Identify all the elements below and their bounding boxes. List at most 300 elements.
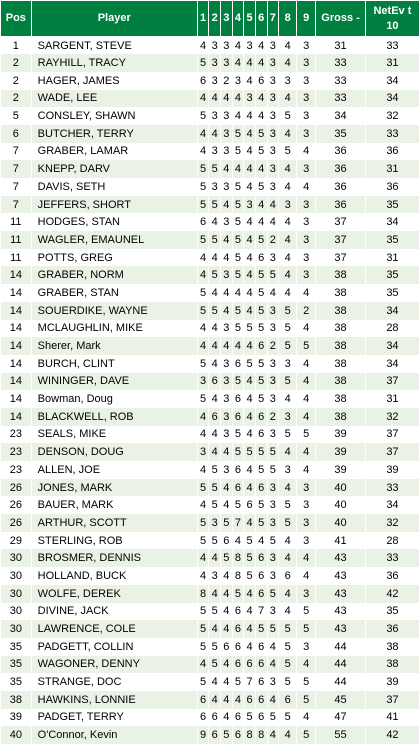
hole-2-score-cell: 6	[209, 373, 221, 391]
hole-4-score-cell: 6	[232, 656, 244, 674]
net-score-cell: 33	[365, 37, 419, 55]
hole-8-score-cell: 4	[279, 549, 297, 567]
table-row	[1, 213, 420, 231]
position-cell: 11	[1, 231, 32, 249]
hole-9-score-cell: 3	[297, 479, 316, 497]
position-cell: 7	[1, 160, 32, 178]
hole-7-score-cell: 3	[267, 107, 279, 125]
hole-2-score-cell: 5	[209, 196, 221, 214]
position-cell: 29	[1, 532, 32, 550]
net-score-cell: 32	[365, 514, 419, 532]
table-row	[1, 656, 420, 674]
net-score-cell: 34	[365, 72, 419, 90]
hole-5-score-cell: 4	[244, 585, 256, 603]
position-cell: 35	[1, 638, 32, 656]
hole-7-score-cell: 3	[267, 567, 279, 585]
net-score-cell: 38	[365, 656, 419, 674]
hole-7-header: 7	[267, 1, 279, 37]
hole-4-score-cell: 5	[232, 426, 244, 444]
table-row	[1, 178, 420, 196]
hole-8-score-cell: 3	[279, 408, 297, 426]
player-name-cell: PADGET, TERRY	[31, 709, 197, 727]
hole-8-score-cell: 5	[279, 107, 297, 125]
hole-4-score-cell: 4	[232, 54, 244, 72]
hole-8-score-cell: 4	[279, 266, 297, 284]
hole-8-score-cell: 3	[279, 461, 297, 479]
hole-8-score-cell: 4	[279, 443, 297, 461]
hole-5-score-cell: 4	[244, 143, 256, 161]
net-score-cell: 33	[365, 125, 419, 143]
hole-9-score-cell: 4	[297, 390, 316, 408]
gross-score-cell: 40	[316, 479, 366, 497]
hole-2-score-cell: 6	[209, 726, 221, 744]
hole-8-score-cell: 5	[279, 426, 297, 444]
hole-7-score-cell: 3	[267, 143, 279, 161]
hole-9-score-cell: 3	[297, 496, 316, 514]
hole-9-score-cell: 5	[297, 691, 316, 709]
hole-4-score-cell: 5	[232, 673, 244, 691]
hole-3-score-cell: 3	[221, 355, 233, 373]
net-score-cell: 33	[365, 479, 419, 497]
hole-3-score-cell: 6	[221, 532, 233, 550]
hole-5-score-cell: 4	[244, 72, 256, 90]
hole-8-score-cell: 3	[279, 196, 297, 214]
hole-9-score-cell: 3	[297, 532, 316, 550]
hole-6-score-cell: 5	[255, 231, 267, 249]
table-row	[1, 567, 420, 585]
hole-9-score-cell: 4	[297, 656, 316, 674]
hole-1-score-cell: 4	[197, 408, 209, 426]
gross-score-cell: 47	[316, 709, 366, 727]
hole-4-score-cell: 4	[232, 160, 244, 178]
hole-5-score-cell: 4	[244, 408, 256, 426]
gross-score-cell: 43	[316, 549, 366, 567]
hole-8-score-cell: 4	[279, 585, 297, 603]
hole-4-score-cell: 5	[232, 496, 244, 514]
hole-4-score-cell: 6	[232, 461, 244, 479]
gross-score-cell: 36	[316, 196, 366, 214]
table-row	[1, 54, 420, 72]
hole-6-score-cell: 5	[255, 390, 267, 408]
hole-3-score-cell: 4	[221, 603, 233, 621]
hole-6-score-cell: 4	[255, 532, 267, 550]
player-name-cell: GRABER, LAMAR	[31, 143, 197, 161]
net-score-cell: 31	[365, 390, 419, 408]
hole-5-score-cell: 5	[244, 532, 256, 550]
hole-9-score-cell: 4	[297, 567, 316, 585]
hole-9-score-cell: 5	[297, 603, 316, 621]
position-cell: 26	[1, 496, 32, 514]
hole-1-score-cell: 6	[197, 691, 209, 709]
hole-1-score-cell: 6	[197, 213, 209, 231]
hole-6-score-cell: 6	[255, 479, 267, 497]
position-cell: 2	[1, 54, 32, 72]
hole-7-score-cell: 5	[267, 585, 279, 603]
hole-2-score-cell: 5	[209, 479, 221, 497]
hole-6-score-cell: 6	[255, 709, 267, 727]
player-name-cell: LAWRENCE, COLE	[31, 620, 197, 638]
net-score-cell: 37	[365, 426, 419, 444]
gross-score-cell: 37	[316, 249, 366, 267]
gross-score-cell: 38	[316, 355, 366, 373]
hole-5-score-cell: 4	[244, 160, 256, 178]
hole-3-score-cell: 4	[221, 443, 233, 461]
hole-7-score-cell: 5	[267, 532, 279, 550]
gross-score-cell: 36	[316, 178, 366, 196]
gross-score-cell: 43	[316, 603, 366, 621]
hole-7-score-cell: 3	[267, 549, 279, 567]
hole-4-score-cell: 6	[232, 355, 244, 373]
hole-4-score-cell: 8	[232, 549, 244, 567]
hole-5-score-cell: 4	[244, 514, 256, 532]
player-name-cell: WININGER, DAVE	[31, 373, 197, 391]
player-name-cell: HOLLAND, BUCK	[31, 567, 197, 585]
hole-1-score-cell: 4	[197, 90, 209, 108]
hole-2-score-cell: 6	[209, 709, 221, 727]
hole-7-score-cell: 3	[267, 90, 279, 108]
hole-1-score-cell: 4	[197, 125, 209, 143]
hole-4-score-cell: 6	[232, 638, 244, 656]
hole-4-score-cell: 5	[232, 266, 244, 284]
table-row	[1, 196, 420, 214]
hole-8-score-cell: 4	[279, 284, 297, 302]
hole-4-score-cell: 4	[232, 37, 244, 55]
hole-9-score-cell: 3	[297, 266, 316, 284]
player-name-cell: HAWKINS, LONNIE	[31, 691, 197, 709]
hole-7-score-cell: 3	[267, 320, 279, 338]
hole-6-score-cell: 6	[255, 549, 267, 567]
hole-5-score-cell: 4	[244, 249, 256, 267]
position-cell: 11	[1, 213, 32, 231]
hole-9-score-cell: 3	[297, 231, 316, 249]
hole-5-score-cell: 4	[244, 302, 256, 320]
hole-7-score-cell: 3	[267, 426, 279, 444]
hole-2-score-cell: 3	[209, 37, 221, 55]
net-header: NetEv t 10	[365, 1, 419, 37]
hole-1-score-cell: 4	[197, 337, 209, 355]
player-name-cell: HODGES, STAN	[31, 213, 197, 231]
hole-2-score-cell: 3	[209, 143, 221, 161]
hole-1-score-cell: 4	[197, 37, 209, 55]
hole-6-score-cell: 5	[255, 496, 267, 514]
table-row	[1, 37, 420, 55]
hole-7-score-cell: 3	[267, 54, 279, 72]
hole-6-score-cell: 5	[255, 443, 267, 461]
table-row	[1, 143, 420, 161]
hole-7-score-cell: 3	[267, 479, 279, 497]
hole-3-score-cell: 3	[221, 125, 233, 143]
hole-3-score-cell: 4	[221, 673, 233, 691]
hole-2-score-cell: 4	[209, 125, 221, 143]
hole-5-header: 5	[244, 1, 256, 37]
hole-4-score-cell: 6	[232, 603, 244, 621]
hole-3-score-cell: 3	[221, 107, 233, 125]
hole-4-score-cell: 5	[232, 213, 244, 231]
hole-1-score-cell: 5	[197, 638, 209, 656]
hole-2-score-cell: 5	[209, 532, 221, 550]
hole-8-score-cell: 4	[279, 54, 297, 72]
net-score-cell: 31	[365, 249, 419, 267]
position-cell: 2	[1, 90, 32, 108]
hole-8-score-cell: 4	[279, 213, 297, 231]
table-row	[1, 90, 420, 108]
hole-3-score-cell: 2	[221, 72, 233, 90]
hole-2-score-cell: 5	[209, 160, 221, 178]
hole-9-score-cell: 4	[297, 373, 316, 391]
table-row	[1, 125, 420, 143]
hole-7-score-cell: 3	[267, 160, 279, 178]
hole-6-score-cell: 4	[255, 160, 267, 178]
hole-3-score-cell: 3	[221, 143, 233, 161]
table-row	[1, 691, 420, 709]
hole-8-score-cell: 4	[279, 726, 297, 744]
hole-5-score-cell: 6	[244, 656, 256, 674]
table-row	[1, 638, 420, 656]
hole-3-score-cell: 3	[221, 373, 233, 391]
hole-8-score-cell: 4	[279, 532, 297, 550]
hole-6-score-cell: 4	[255, 213, 267, 231]
position-cell: 14	[1, 408, 32, 426]
hole-4-score-cell: 5	[232, 320, 244, 338]
hole-5-score-cell: 6	[244, 496, 256, 514]
player-name-cell: ARTHUR, SCOTT	[31, 514, 197, 532]
hole-5-score-cell: 5	[244, 320, 256, 338]
hole-6-score-cell: 8	[255, 726, 267, 744]
hole-3-score-cell: 3	[221, 320, 233, 338]
table-row	[1, 549, 420, 567]
hole-5-score-cell: 3	[244, 196, 256, 214]
hole-8-score-cell: 4	[279, 249, 297, 267]
hole-2-score-cell: 5	[209, 231, 221, 249]
hole-4-score-cell: 4	[232, 284, 244, 302]
net-score-cell: 37	[365, 443, 419, 461]
hole-5-score-cell: 4	[244, 266, 256, 284]
hole-7-score-cell: 3	[267, 496, 279, 514]
hole-2-score-cell: 4	[209, 390, 221, 408]
hole-4-score-cell: 5	[232, 585, 244, 603]
net-score-cell: 35	[365, 266, 419, 284]
gross-score-cell: 38	[316, 373, 366, 391]
hole-2-score-cell: 3	[209, 107, 221, 125]
hole-1-score-cell: 4	[197, 320, 209, 338]
hole-7-score-cell: 4	[267, 196, 279, 214]
player-name-cell: STRANGE, DOC	[31, 673, 197, 691]
table-row	[1, 673, 420, 691]
hole-9-score-cell: 3	[297, 72, 316, 90]
hole-7-score-cell: 3	[267, 72, 279, 90]
position-cell: 14	[1, 266, 32, 284]
gross-score-cell: 35	[316, 125, 366, 143]
hole-4-score-cell: 6	[232, 709, 244, 727]
net-score-cell: 28	[365, 320, 419, 338]
position-cell: 40	[1, 726, 32, 744]
hole-1-score-cell: 5	[197, 54, 209, 72]
hole-3-score-cell: 4	[221, 196, 233, 214]
hole-9-score-cell: 3	[297, 196, 316, 214]
hole-7-score-cell: 2	[267, 337, 279, 355]
hole-3-score-cell: 3	[221, 461, 233, 479]
hole-7-score-cell: 5	[267, 443, 279, 461]
hole-6-score-cell: 6	[255, 656, 267, 674]
hole-6-score-cell: 4	[255, 37, 267, 55]
hole-3-score-cell: 4	[221, 709, 233, 727]
hole-1-score-cell: 5	[197, 231, 209, 249]
hole-3-score-cell: 3	[221, 390, 233, 408]
hole-8-score-cell: 5	[279, 620, 297, 638]
hole-8-score-cell: 4	[279, 178, 297, 196]
hole-2-score-cell: 3	[209, 178, 221, 196]
hole-2-score-cell: 4	[209, 620, 221, 638]
hole-7-score-cell: 3	[267, 125, 279, 143]
hole-4-score-cell: 4	[232, 532, 244, 550]
position-cell: 5	[1, 107, 32, 125]
hole-2-score-cell: 4	[209, 249, 221, 267]
net-score-cell: 41	[365, 709, 419, 727]
player-name-cell: BURCH, CLINT	[31, 355, 197, 373]
hole-8-score-cell: 4	[279, 231, 297, 249]
hole-2-score-cell: 5	[209, 302, 221, 320]
hole-4-score-cell: 5	[232, 302, 244, 320]
hole-7-score-cell: 4	[267, 691, 279, 709]
gross-score-cell: 40	[316, 496, 366, 514]
hole-1-score-cell: 4	[197, 461, 209, 479]
hole-8-score-cell: 6	[279, 691, 297, 709]
hole-1-score-cell: 4	[197, 567, 209, 585]
hole-1-score-cell: 5	[197, 620, 209, 638]
hole-9-score-cell: 4	[297, 178, 316, 196]
hole-3-score-cell: 4	[221, 160, 233, 178]
hole-9-score-cell: 5	[297, 620, 316, 638]
hole-2-score-cell: 4	[209, 426, 221, 444]
hole-7-score-cell: 5	[267, 709, 279, 727]
hole-3-score-cell: 3	[221, 54, 233, 72]
hole-8-score-cell: 5	[279, 673, 297, 691]
hole-6-score-cell: 4	[255, 90, 267, 108]
hole-2-score-cell: 4	[209, 90, 221, 108]
net-score-cell: 37	[365, 691, 419, 709]
hole-5-score-cell: 8	[244, 726, 256, 744]
gross-score-cell: 38	[316, 266, 366, 284]
hole-7-score-cell: 4	[267, 213, 279, 231]
hole-2-score-cell: 4	[209, 673, 221, 691]
hole-4-score-cell: 5	[232, 125, 244, 143]
hole-3-score-cell: 5	[221, 549, 233, 567]
hole-5-score-cell: 4	[244, 178, 256, 196]
hole-4-score-cell: 5	[232, 373, 244, 391]
gross-score-cell: 39	[316, 443, 366, 461]
net-score-cell: 36	[365, 178, 419, 196]
hole-8-score-cell: 4	[279, 90, 297, 108]
player-name-cell: JONES, MARK	[31, 479, 197, 497]
player-name-cell: BLACKWELL, ROB	[31, 408, 197, 426]
hole-7-score-cell: 4	[267, 656, 279, 674]
gross-score-cell: 36	[316, 160, 366, 178]
gross-score-cell: 36	[316, 143, 366, 161]
position-cell: 35	[1, 656, 32, 674]
table-row	[1, 408, 420, 426]
hole-9-score-cell: 3	[297, 638, 316, 656]
position-cell: 14	[1, 337, 32, 355]
player-name-cell: WADE, LEE	[31, 90, 197, 108]
net-score-cell: 39	[365, 461, 419, 479]
position-cell: 30	[1, 620, 32, 638]
hole-7-score-cell: 5	[267, 266, 279, 284]
hole-3-score-cell: 4	[221, 479, 233, 497]
hole-3-score-cell: 4	[221, 620, 233, 638]
player-name-cell: HAGER, JAMES	[31, 72, 197, 90]
hole-2-score-cell: 4	[209, 320, 221, 338]
hole-6-score-cell: 5	[255, 373, 267, 391]
table-row	[1, 709, 420, 727]
hole-1-score-cell: 4	[197, 549, 209, 567]
pos-header: Pos	[1, 1, 32, 37]
hole-3-score-cell: 4	[221, 567, 233, 585]
hole-6-score-cell: 5	[255, 284, 267, 302]
hole-6-score-cell: 6	[255, 691, 267, 709]
hole-4-score-cell: 5	[232, 178, 244, 196]
table-row	[1, 266, 420, 284]
hole-1-score-cell: 5	[197, 178, 209, 196]
hole-7-score-cell: 5	[267, 461, 279, 479]
hole-1-score-cell: 4	[197, 656, 209, 674]
hole-5-score-cell: 4	[244, 107, 256, 125]
net-score-cell: 34	[365, 355, 419, 373]
net-score-cell: 42	[365, 726, 419, 744]
hole-9-score-cell: 3	[297, 107, 316, 125]
hole-5-score-cell: 4	[244, 603, 256, 621]
hole-5-score-cell: 5	[244, 549, 256, 567]
hole-5-score-cell: 4	[244, 479, 256, 497]
hole-1-score-cell: 4	[197, 143, 209, 161]
hole-5-score-cell: 4	[244, 54, 256, 72]
hole-8-score-cell: 4	[279, 37, 297, 55]
hole-9-score-cell: 4	[297, 355, 316, 373]
player-header: Player	[31, 1, 197, 37]
hole-8-score-cell: 5	[279, 656, 297, 674]
hole-9-score-cell: 2	[297, 302, 316, 320]
hole-3-score-cell: 3	[221, 266, 233, 284]
position-cell: 35	[1, 673, 32, 691]
hole-3-score-cell: 3	[221, 178, 233, 196]
hole-1-score-cell: 6	[197, 709, 209, 727]
hole-6-score-cell: 4	[255, 54, 267, 72]
hole-8-score-cell: 4	[279, 160, 297, 178]
hole-9-score-cell: 4	[297, 408, 316, 426]
table-row	[1, 390, 420, 408]
gross-score-cell: 43	[316, 567, 366, 585]
table-row	[1, 585, 420, 603]
player-name-cell: Bowman, Doug	[31, 390, 197, 408]
gross-score-cell: 41	[316, 532, 366, 550]
table-row	[1, 337, 420, 355]
hole-7-score-cell: 3	[267, 603, 279, 621]
hole-4-score-cell: 4	[232, 337, 244, 355]
table-row	[1, 603, 420, 621]
hole-6-score-cell: 4	[255, 196, 267, 214]
gross-score-cell: 44	[316, 656, 366, 674]
hole-5-score-cell: 3	[244, 90, 256, 108]
hole-2-score-cell: 5	[209, 496, 221, 514]
hole-3-score-cell: 6	[221, 638, 233, 656]
player-name-cell: SARGENT, STEVE	[31, 37, 197, 55]
table-row	[1, 443, 420, 461]
player-name-cell: PADGETT, COLLIN	[31, 638, 197, 656]
hole-8-score-cell: 5	[279, 302, 297, 320]
hole-3-score-cell: 3	[221, 426, 233, 444]
hole-2-score-cell: 5	[209, 461, 221, 479]
hole-1-score-cell: 5	[197, 284, 209, 302]
net-score-cell: 35	[365, 284, 419, 302]
